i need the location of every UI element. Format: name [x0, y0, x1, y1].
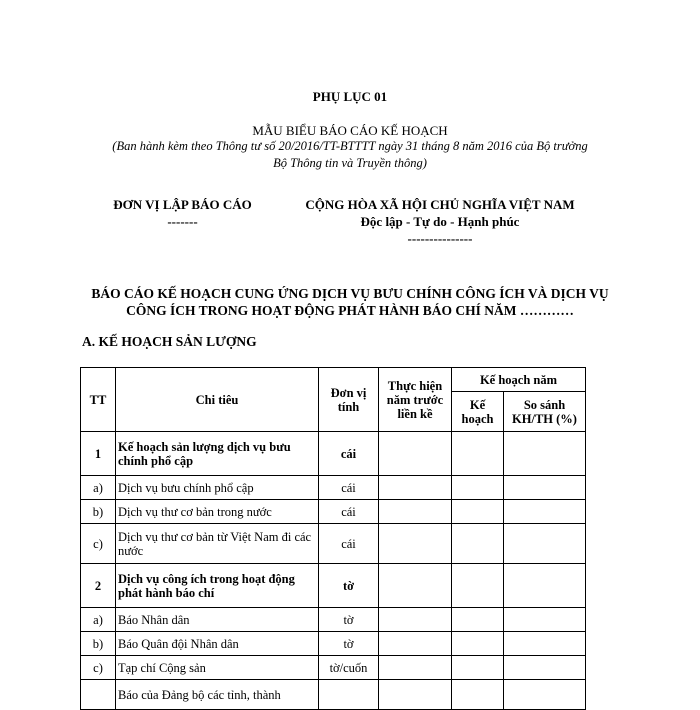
header-compare: So sánh KH/TH (%) — [504, 392, 586, 432]
table-row — [81, 524, 586, 564]
row-previous-year-value — [379, 564, 452, 608]
row-compare-value — [504, 656, 586, 680]
row-previous-year-value — [379, 632, 452, 656]
row-previous-year-value — [379, 608, 452, 632]
row-indicator: Báo của Đảng bộ các tỉnh, thành — [116, 680, 319, 710]
row-tt: c) — [81, 656, 116, 680]
row-tt: a) — [81, 608, 116, 632]
row-tt: 1 — [81, 432, 116, 476]
row-previous-year-value — [379, 432, 452, 476]
table-row — [81, 608, 586, 632]
form-title: MẪU BIỂU BÁO CÁO KẾ HOẠCH — [252, 123, 448, 138]
header-unit: Đơn vị tính — [319, 368, 379, 432]
report-title-line-2: CÔNG ÍCH TRONG HOẠT ĐỘNG PHÁT HÀNH BÁO CHÍ NĂM ………… — [126, 303, 574, 318]
reporting-unit-label: ĐƠN VỊ LẬP BÁO CÁO — [113, 197, 252, 212]
row-tt: b) — [81, 500, 116, 524]
header-previous-year: Thực hiện năm trước liền kề — [379, 368, 452, 432]
row-previous-year-value — [379, 476, 452, 500]
table-row — [81, 476, 586, 500]
row-compare-value — [504, 432, 586, 476]
row-unit: cái — [319, 524, 379, 564]
issued-note — [70, 138, 630, 172]
row-plan-value — [452, 500, 504, 524]
row-plan-value — [452, 564, 504, 608]
row-unit: tờ — [319, 632, 379, 656]
header-plan-year: Kế hoạch năm — [452, 368, 586, 392]
row-tt — [81, 680, 116, 710]
row-indicator: Dịch vụ thư cơ bản từ Việt Nam đi các nước — [116, 524, 319, 564]
row-unit: tờ — [319, 564, 379, 608]
production-plan-table — [80, 367, 586, 710]
table-row — [81, 564, 586, 608]
row-previous-year-value — [379, 500, 452, 524]
row-unit: tờ — [319, 608, 379, 632]
row-compare-value — [504, 680, 586, 710]
header-plan: Kế hoạch — [452, 392, 504, 432]
row-plan-value — [452, 476, 504, 500]
reporting-unit-dash: ------- — [167, 214, 198, 229]
report-title — [70, 285, 630, 319]
row-indicator: Tạp chí Cộng sản — [116, 656, 319, 680]
row-compare-value — [504, 632, 586, 656]
row-tt: c) — [81, 524, 116, 564]
row-unit: cái — [319, 476, 379, 500]
header-tt: TT — [81, 368, 116, 432]
row-previous-year-value — [379, 656, 452, 680]
table-row — [81, 656, 586, 680]
row-compare-value — [504, 476, 586, 500]
row-compare-value — [504, 524, 586, 564]
row-indicator: Báo Nhân dân — [116, 608, 319, 632]
national-motto: Độc lập - Tự do - Hạnh phúc — [360, 214, 520, 229]
row-plan-value — [452, 680, 504, 710]
national-header-block — [285, 196, 595, 247]
row-plan-value — [452, 632, 504, 656]
row-previous-year-value — [379, 680, 452, 710]
header-indicator: Chi tiêu — [116, 368, 319, 432]
row-plan-value — [452, 524, 504, 564]
table-row — [81, 432, 586, 476]
issued-note-line-1: (Ban hành kèm theo Thông tư số 20/2016/TT-BTTTT ngày 31 tháng 8 năm 2016 của Bộ trưởng — [112, 139, 588, 153]
row-indicator: Kế hoạch sản lượng dịch vụ bưu chính phổ cập — [116, 432, 319, 476]
nation-name: CỘNG HÒA XÃ HỘI CHỦ NGHĨA VIỆT NAM — [305, 197, 575, 212]
row-indicator: Dịch vụ công ích trong hoạt động phát hành báo chí — [116, 564, 319, 608]
motto-dash: --------------- — [407, 231, 473, 246]
table-row — [81, 632, 586, 656]
row-unit: cái — [319, 432, 379, 476]
table-row — [81, 680, 586, 710]
row-indicator: Báo Quân đội Nhân dân — [116, 632, 319, 656]
row-compare-value — [504, 608, 586, 632]
row-compare-value — [504, 564, 586, 608]
row-compare-value — [504, 500, 586, 524]
row-unit: cái — [319, 500, 379, 524]
issued-note-line-2: Bộ Thông tin và Truyền thông) — [273, 156, 427, 170]
table-row — [81, 500, 586, 524]
appendix-label: PHỤ LỤC 01 — [312, 89, 388, 104]
row-tt: b) — [81, 632, 116, 656]
row-unit — [319, 680, 379, 710]
row-indicator: Dịch vụ bưu chính phổ cập — [116, 476, 319, 500]
row-indicator: Dịch vụ thư cơ bản trong nước — [116, 500, 319, 524]
row-plan-value — [452, 656, 504, 680]
row-previous-year-value — [379, 524, 452, 564]
reporting-unit-block — [95, 196, 270, 230]
section-a-heading: A. KẾ HOẠCH SẢN LƯỢNG — [82, 334, 257, 349]
row-tt: 2 — [81, 564, 116, 608]
report-title-line-1: BÁO CÁO KẾ HOẠCH CUNG ỨNG DỊCH VỤ BƯU CHÍNH CÔNG ÍCH VÀ DỊCH VỤ — [91, 286, 609, 301]
row-unit: tờ/cuốn — [319, 656, 379, 680]
row-tt: a) — [81, 476, 116, 500]
row-plan-value — [452, 608, 504, 632]
row-plan-value — [452, 432, 504, 476]
